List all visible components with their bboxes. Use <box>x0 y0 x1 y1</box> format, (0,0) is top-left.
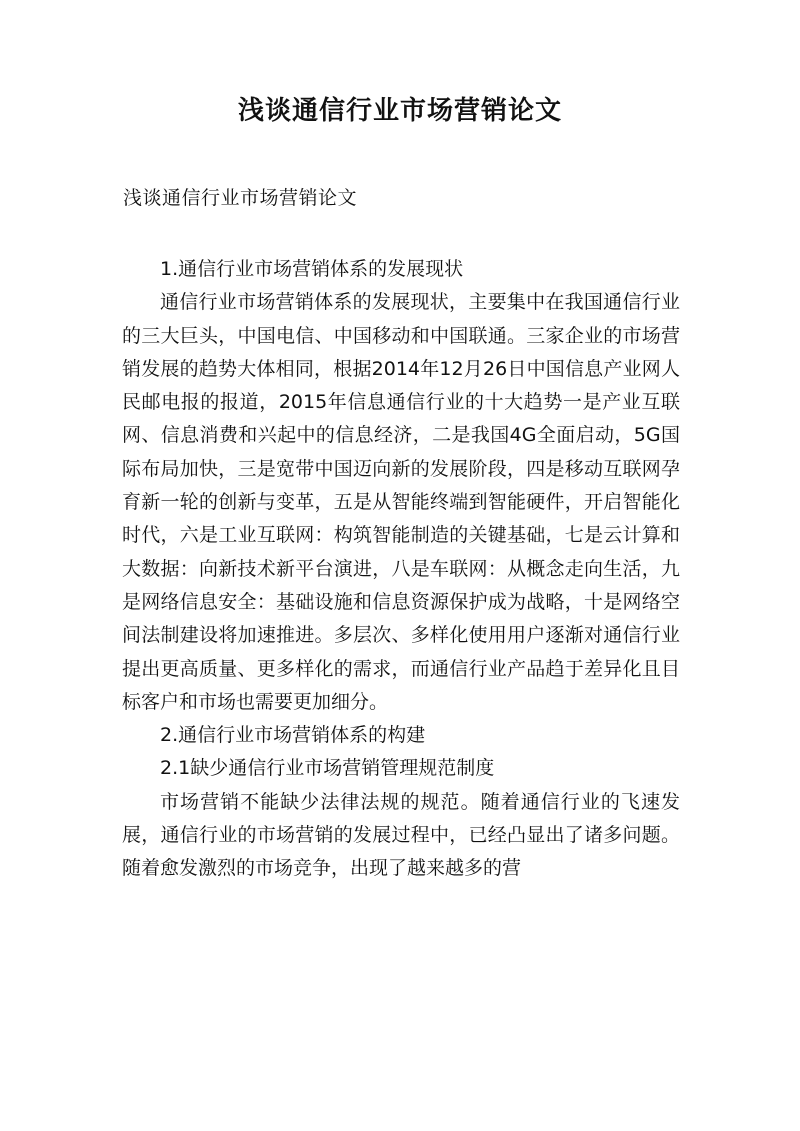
section-heading-1: 1.通信行业市场营销体系的发展现状 <box>160 258 464 280</box>
section-heading-2: 2.通信行业市场营销体系的构建 <box>160 724 426 747</box>
document-subtitle: 浅谈通信行业市场营销论文 <box>123 187 358 209</box>
document-body <box>122 253 680 886</box>
body-paragraph-2: 市场营销不能缺少法律法规的规范。随着通信行业的飞速发展，通信行业的市场营销的发展过程中，已经凸显出了诸多问题。随着愈发激烈的市场竞争，出现了越来越多的营 <box>122 790 680 880</box>
body-paragraph-1: 通信行业市场营销体系的发展现状，主要集中在我国通信行业的三大巨头，中国电信、中国移动和中国联通。三家企业的市场营销发展的趋势大体相同，根据2014年12月26日中国信息产业网人民邮电报的报道，2015年信息通信行业的十大趋势一是产业互联网、信息消费和兴起中的信息经济，二是我国4G全面启动，5G国际布局加快，三是宽带中国迈向新的发展阶段，四是移动互联网孕育新一轮的创新与变革，五是从智能终端到智能硬件，开启智能化时代，六是工业互联网：构筑智能制造的关键基础，七是云计算和大数据：向新技术新平台演进，八是车联网：从概念走向生活，九是网络信息安全：基础设施和信息资源保护成为战略，十是网络空间法制建设将加速推进。多层次、多样化使用用户逐渐对通信行业提出更高质量、更多样化的需求，而通信行业产品趋于差异化且目标客户和市场也需要更加细分。 <box>122 291 680 713</box>
subsection-heading-2-1: 2.1缺少通信行业市场营销管理规范制度 <box>160 757 495 780</box>
document-title: 浅谈通信行业市场营销论文 <box>237 96 562 126</box>
